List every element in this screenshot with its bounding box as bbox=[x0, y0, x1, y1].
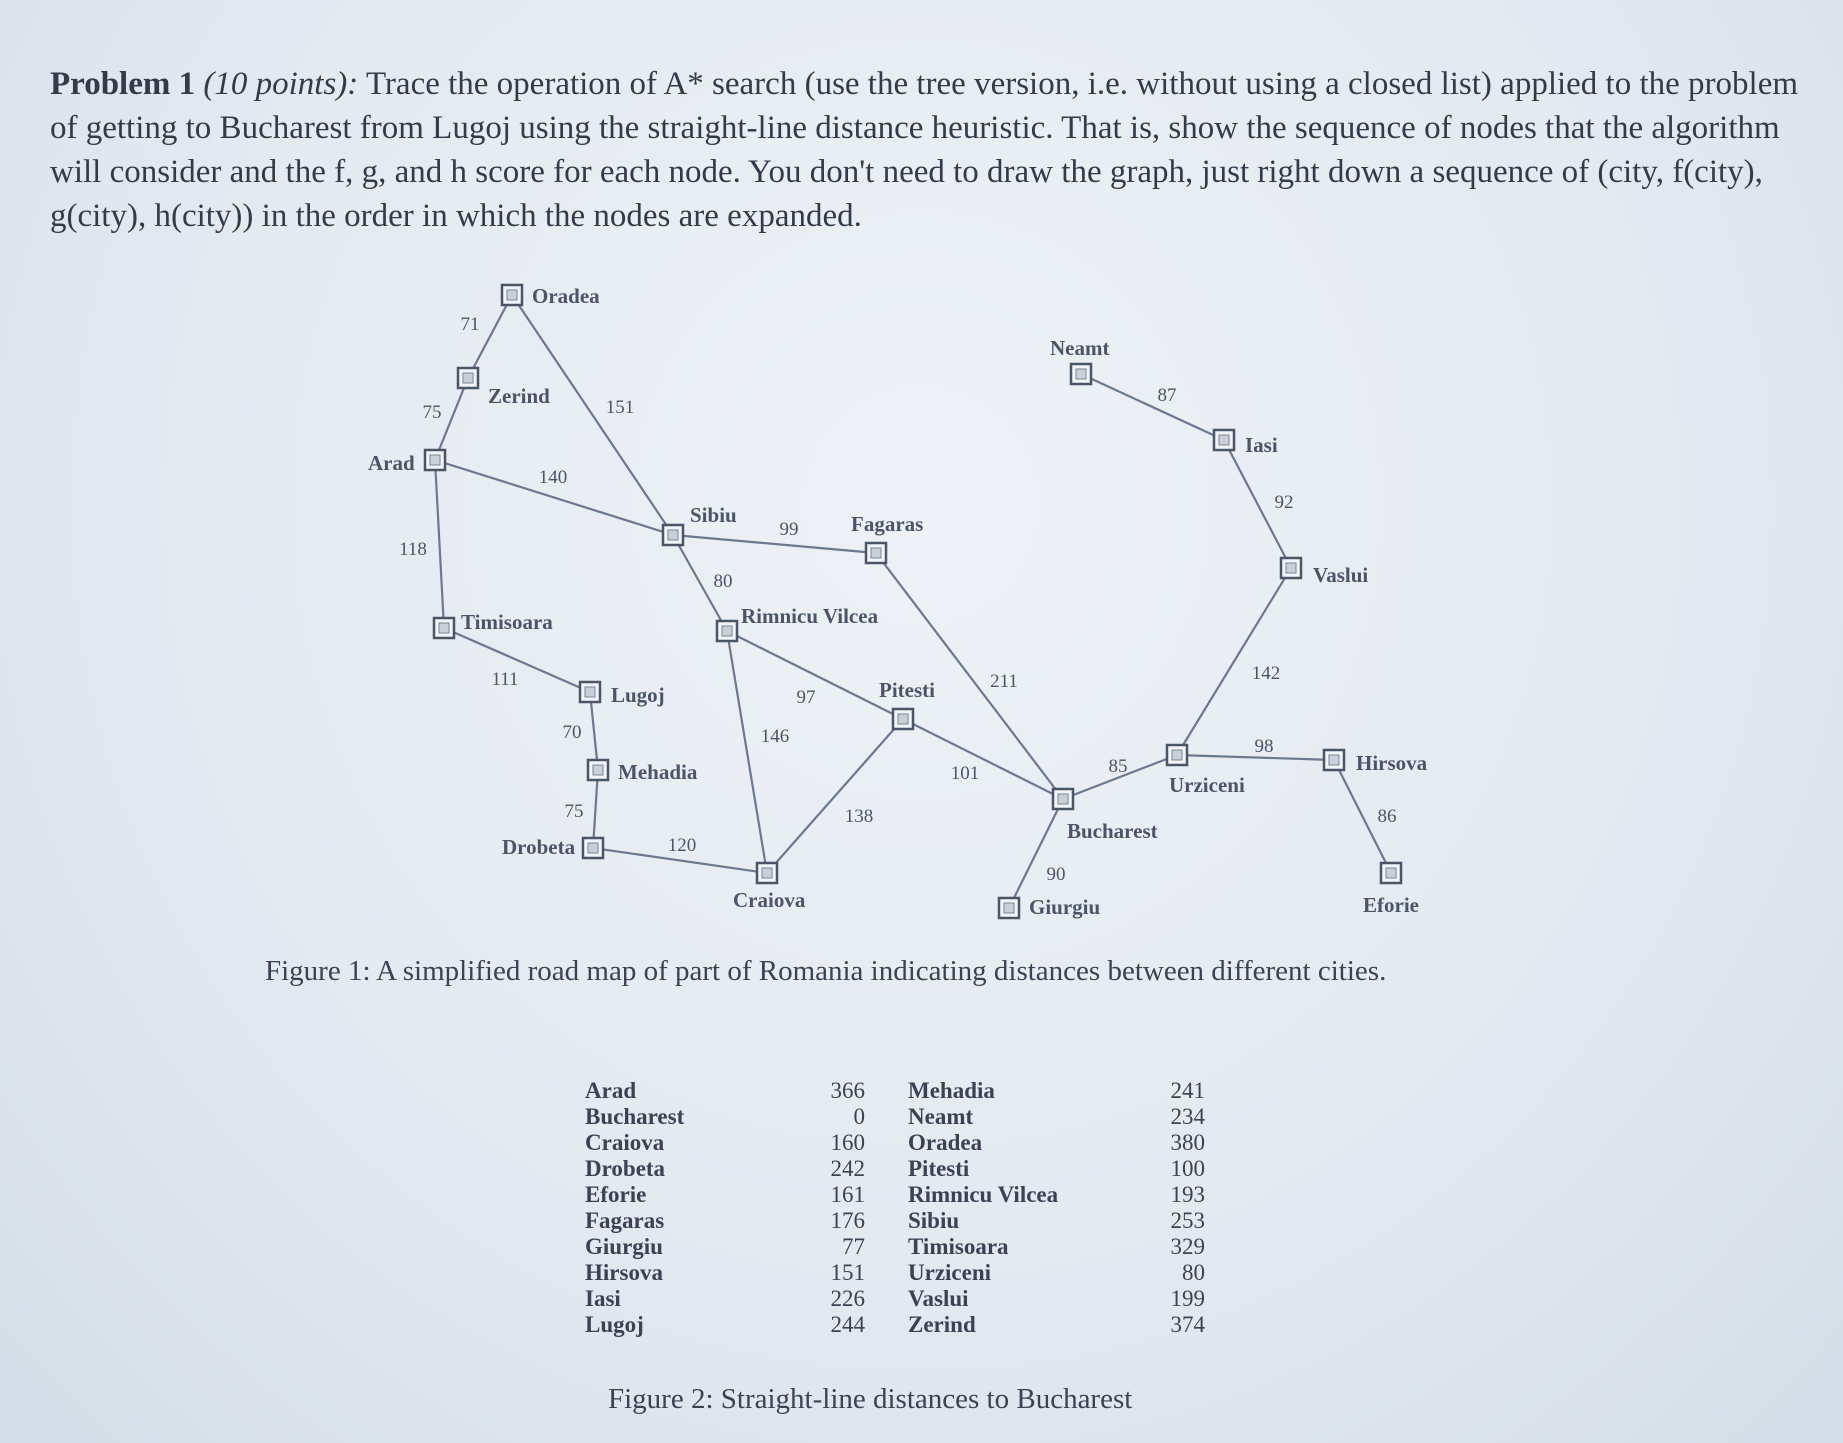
sld-city: Arad bbox=[585, 1078, 637, 1103]
sld-left-cities bbox=[585, 1078, 684, 1338]
sld-value: 199 bbox=[1170, 1286, 1205, 1311]
distance-label: 140 bbox=[538, 467, 568, 488]
sld-value: 234 bbox=[1170, 1104, 1205, 1129]
city-label-mehadia: Mehadia bbox=[618, 760, 698, 784]
city-node-inner bbox=[1386, 868, 1396, 878]
sld-city: Lugoj bbox=[585, 1312, 644, 1337]
city-label-sibiu: Sibiu bbox=[690, 503, 737, 527]
sld-value: 80 bbox=[1182, 1260, 1205, 1285]
sld-city: Zerind bbox=[908, 1312, 976, 1337]
city-label-timisoara: Timisoara bbox=[461, 610, 553, 634]
city-node-inner bbox=[898, 714, 908, 724]
city-label-neamt: Neamt bbox=[1050, 336, 1110, 360]
city-labels-layer bbox=[368, 284, 1428, 919]
distance-label: 142 bbox=[1251, 663, 1281, 684]
distance-label: 101 bbox=[950, 763, 980, 784]
sld-city: Pitesti bbox=[908, 1156, 970, 1181]
road-oradea-zerind bbox=[468, 295, 512, 378]
city-node-inner bbox=[1219, 435, 1229, 445]
distance-label: 138 bbox=[844, 806, 874, 827]
sld-value: 374 bbox=[1170, 1312, 1205, 1337]
sld-city: Iasi bbox=[585, 1286, 621, 1311]
sld-value: 160 bbox=[830, 1130, 865, 1155]
sld-value: 366 bbox=[830, 1078, 865, 1103]
distance-label: 97 bbox=[796, 687, 816, 708]
sld-city: Vaslui bbox=[908, 1286, 969, 1311]
city-label-drobeta: Drobeta bbox=[502, 835, 576, 859]
city-node-inner bbox=[439, 623, 449, 633]
city-node-inner bbox=[430, 455, 440, 465]
sld-city: Craiova bbox=[585, 1130, 665, 1155]
city-node-inner bbox=[762, 868, 772, 878]
city-node-inner bbox=[722, 626, 732, 636]
distance-label: 98 bbox=[1254, 736, 1274, 757]
road-mehadia-drobeta bbox=[593, 770, 598, 848]
distance-label: 118 bbox=[399, 539, 427, 560]
sld-city: Timisoara bbox=[908, 1234, 1009, 1259]
sld-value: 380 bbox=[1170, 1130, 1205, 1155]
problem-label: Problem 1 bbox=[50, 66, 196, 102]
sld-city: Neamt bbox=[908, 1104, 974, 1129]
distance-label: 146 bbox=[760, 726, 790, 747]
road-pitesti-bucharest bbox=[903, 719, 1063, 799]
city-node-inner bbox=[1076, 369, 1086, 379]
road-urziceni-vaslui bbox=[1177, 568, 1291, 755]
city-label-bucharest: Bucharest bbox=[1067, 819, 1158, 843]
city-node-inner bbox=[1329, 755, 1339, 765]
city-node-inner bbox=[507, 290, 517, 300]
sld-value: 226 bbox=[830, 1286, 865, 1311]
sld-value: 77 bbox=[842, 1234, 865, 1259]
sld-city: Urziceni bbox=[908, 1260, 992, 1285]
sld-value: 242 bbox=[830, 1156, 865, 1181]
sld-city: Drobeta bbox=[585, 1156, 666, 1181]
distance-label: 86 bbox=[1377, 806, 1397, 827]
sld-value: 193 bbox=[1170, 1182, 1205, 1207]
city-label-iasi: Iasi bbox=[1245, 433, 1278, 457]
city-label-fagaras: Fagaras bbox=[851, 512, 924, 536]
city-label-hirsova: Hirsova bbox=[1356, 751, 1428, 775]
city-label-oradea: Oradea bbox=[532, 284, 600, 308]
sld-value: 241 bbox=[1170, 1078, 1205, 1103]
city-node-inner bbox=[463, 373, 473, 383]
city-label-arad: Arad bbox=[368, 451, 415, 475]
problem-points: (10 points): bbox=[203, 66, 359, 102]
road-bucharest-giurgiu bbox=[1009, 799, 1063, 908]
city-node-inner bbox=[593, 765, 603, 775]
city-node-inner bbox=[588, 843, 598, 853]
city-label-pitesti: Pitesti bbox=[879, 678, 935, 702]
distance-label: 99 bbox=[779, 519, 799, 540]
sld-city: Giurgiu bbox=[585, 1234, 663, 1259]
distance-label: 71 bbox=[460, 314, 480, 335]
sld-city: Sibiu bbox=[908, 1208, 960, 1233]
distance-label: 80 bbox=[713, 571, 733, 592]
sld-value: 151 bbox=[830, 1260, 865, 1285]
city-label-zerind: Zerind bbox=[488, 384, 550, 408]
city-label-vaslui: Vaslui bbox=[1313, 563, 1369, 587]
road-rimnicu-vilcea-craiova bbox=[727, 631, 767, 873]
sld-left-values bbox=[785, 1078, 865, 1338]
distance-label: 120 bbox=[667, 835, 697, 856]
sld-city: Fagaras bbox=[585, 1208, 665, 1233]
sld-value: 100 bbox=[1170, 1156, 1205, 1181]
sld-value: 329 bbox=[1170, 1234, 1205, 1259]
city-node-inner bbox=[668, 530, 678, 540]
sld-city: Bucharest bbox=[585, 1104, 685, 1129]
distance-label: 75 bbox=[564, 801, 584, 822]
sld-city: Rimnicu Vilcea bbox=[908, 1182, 1059, 1207]
city-label-lugoj: Lugoj bbox=[611, 683, 665, 707]
distance-label: 87 bbox=[1157, 385, 1177, 406]
distance-label: 85 bbox=[1108, 756, 1128, 777]
distance-label: 151 bbox=[605, 397, 635, 418]
city-node-inner bbox=[1058, 794, 1068, 804]
city-node-inner bbox=[585, 687, 595, 697]
city-node-inner bbox=[1286, 563, 1296, 573]
city-node-inner bbox=[1172, 750, 1182, 760]
sld-right-cities bbox=[908, 1078, 1058, 1338]
road-sibiu-fagaras bbox=[673, 535, 876, 553]
sld-value: 176 bbox=[830, 1208, 865, 1233]
problem-text: Trace the operation of A* search (use the tree version, i.e. without using a closed list) applied to the problem of getting to Bucharest from Lugoj using the straight-line distance heuristic. That is, show the sequence of nodes that the algorithm will consider and the f, g, and h score for each node. You don't need to draw the graph, just right down a sequence of (city, f(city), g(city), h(city)) in the order in which the nodes are expanded. bbox=[50, 66, 1799, 234]
city-node-inner bbox=[1004, 903, 1014, 913]
city-label-giurgiu: Giurgiu bbox=[1029, 895, 1101, 919]
sld-value: 253 bbox=[1170, 1208, 1205, 1233]
distance-label: 111 bbox=[491, 669, 519, 690]
road-iasi-neamt bbox=[1081, 374, 1224, 440]
distance-label: 90 bbox=[1046, 864, 1066, 885]
sld-city: Eforie bbox=[585, 1182, 647, 1207]
city-label-eforie: Eforie bbox=[1363, 893, 1419, 917]
sld-value: 161 bbox=[830, 1182, 865, 1207]
sld-city: Mehadia bbox=[908, 1078, 995, 1103]
distance-label: 92 bbox=[1274, 492, 1294, 513]
distance-label: 75 bbox=[422, 402, 442, 423]
road-lugoj-mehadia bbox=[590, 692, 598, 770]
sld-city: Hirsova bbox=[585, 1260, 663, 1285]
sld-value: 244 bbox=[830, 1312, 865, 1337]
sld-right-values bbox=[1125, 1078, 1205, 1338]
city-label-rimnicu-vilcea: Rimnicu Vilcea bbox=[741, 604, 879, 628]
sld-city: Oradea bbox=[908, 1130, 983, 1155]
road-arad-timisoara bbox=[435, 460, 444, 628]
sld-value: 0 bbox=[853, 1104, 865, 1129]
figure2-caption: Figure 2: Straight-line distances to Bucharest bbox=[608, 1383, 1133, 1415]
road-oradea-sibiu bbox=[512, 295, 673, 535]
city-node-inner bbox=[871, 548, 881, 558]
city-label-urziceni: Urziceni bbox=[1169, 773, 1245, 797]
city-label-craiova: Craiova bbox=[733, 888, 806, 912]
distance-label: 211 bbox=[990, 671, 1018, 692]
figure1-caption: Figure 1: A simplified road map of part of Romania indicating distances between different cities. bbox=[265, 955, 1387, 987]
distance-label: 70 bbox=[562, 722, 582, 743]
